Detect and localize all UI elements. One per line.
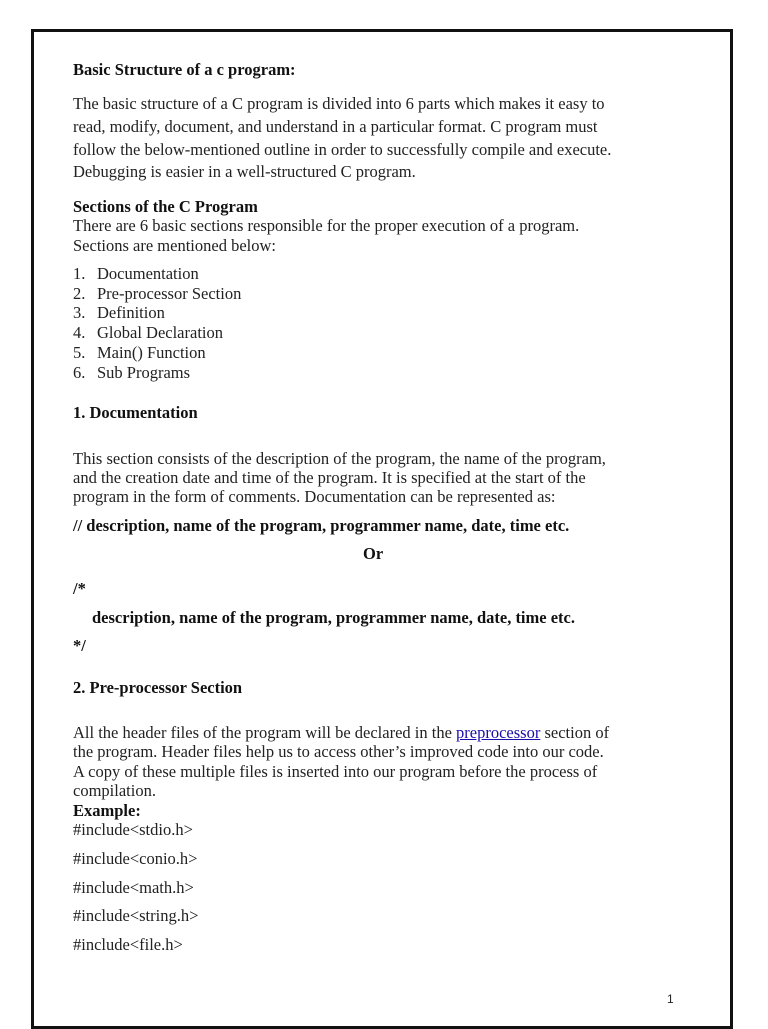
include-line: #include<string.h> (73, 906, 199, 925)
preprocessor-text-before: All the header files of the program will be declared in the (73, 723, 457, 742)
list-number: 2. (73, 283, 86, 303)
single-line-comment: // description, name of the program, programmer name, date, time etc. (73, 516, 570, 535)
list-number: 4. (73, 323, 86, 343)
sections-list (73, 264, 241, 382)
include-line: #include<conio.h> (73, 849, 198, 868)
list-item (73, 264, 241, 284)
preprocessor-body-line-1 (73, 723, 609, 743)
list-item (73, 343, 241, 363)
list-label: Pre-processor Section (97, 283, 242, 303)
list-number: 1. (73, 264, 86, 283)
preprocessor-body-line-4: compilation. (73, 781, 156, 800)
preprocessor-heading: 2. Pre-processor Section (73, 678, 243, 697)
documentation-heading: 1. Documentation (73, 403, 198, 422)
intro-line-1: The basic structure of a C program is divided into 6 parts which makes it easy to (73, 94, 605, 113)
documentation-body-line-2: and the creation date and time of the program. It is specified at the start of the (73, 468, 586, 487)
include-line: #include<file.h> (73, 935, 183, 954)
page-number: 1 (667, 992, 674, 1006)
list-item (73, 303, 241, 323)
list-label: Definition (97, 303, 165, 323)
comment-open: /* (73, 579, 86, 598)
list-number: 5. (73, 342, 86, 362)
list-number: 6. (73, 362, 86, 382)
preprocessor-body-line-3: A copy of these multiple files is inserted into our program before the process of (73, 762, 598, 781)
preprocessor-body-line-2: the program. Header files help us to access other’s improved code into our code. (73, 742, 604, 761)
list-label: Sub Programs (97, 362, 191, 382)
sections-intro-line-1: There are 6 basic sections responsible for the proper execution of a program. (73, 216, 580, 235)
or-label: Or (363, 544, 384, 563)
preprocessor-link[interactable]: preprocessor (456, 723, 541, 742)
list-item (73, 284, 241, 304)
sections-intro-line-2: Sections are mentioned below: (73, 236, 276, 255)
preprocessor-text-after: section of (540, 723, 610, 742)
intro-line-4: Debugging is easier in a well-structured C program. (73, 162, 416, 181)
include-line: #include<stdio.h> (73, 820, 193, 839)
list-label: Global Declaration (97, 323, 223, 343)
list-item (73, 323, 241, 343)
document-title: Basic Structure of a c program: (73, 60, 296, 79)
documentation-body-line-3: program in the form of comments. Documentation can be represented as: (73, 487, 556, 506)
comment-body: description, name of the program, programmer name, date, time etc. (92, 608, 575, 627)
list-item (73, 363, 241, 383)
intro-line-2: read, modify, document, and understand in a particular format. C program must (73, 117, 598, 136)
intro-line-3: follow the below-mentioned outline in order to successfully compile and execute. (73, 140, 612, 159)
comment-close: */ (73, 636, 86, 655)
list-label: Main() Function (97, 342, 206, 362)
example-label: Example: (73, 801, 141, 820)
list-label: Documentation (97, 264, 199, 283)
documentation-body-line-1: This section consists of the description of the program, the name of the program, (73, 449, 606, 468)
sections-heading: Sections of the C Program (73, 197, 258, 216)
include-line: #include<math.h> (73, 878, 194, 897)
list-number: 3. (73, 303, 86, 323)
